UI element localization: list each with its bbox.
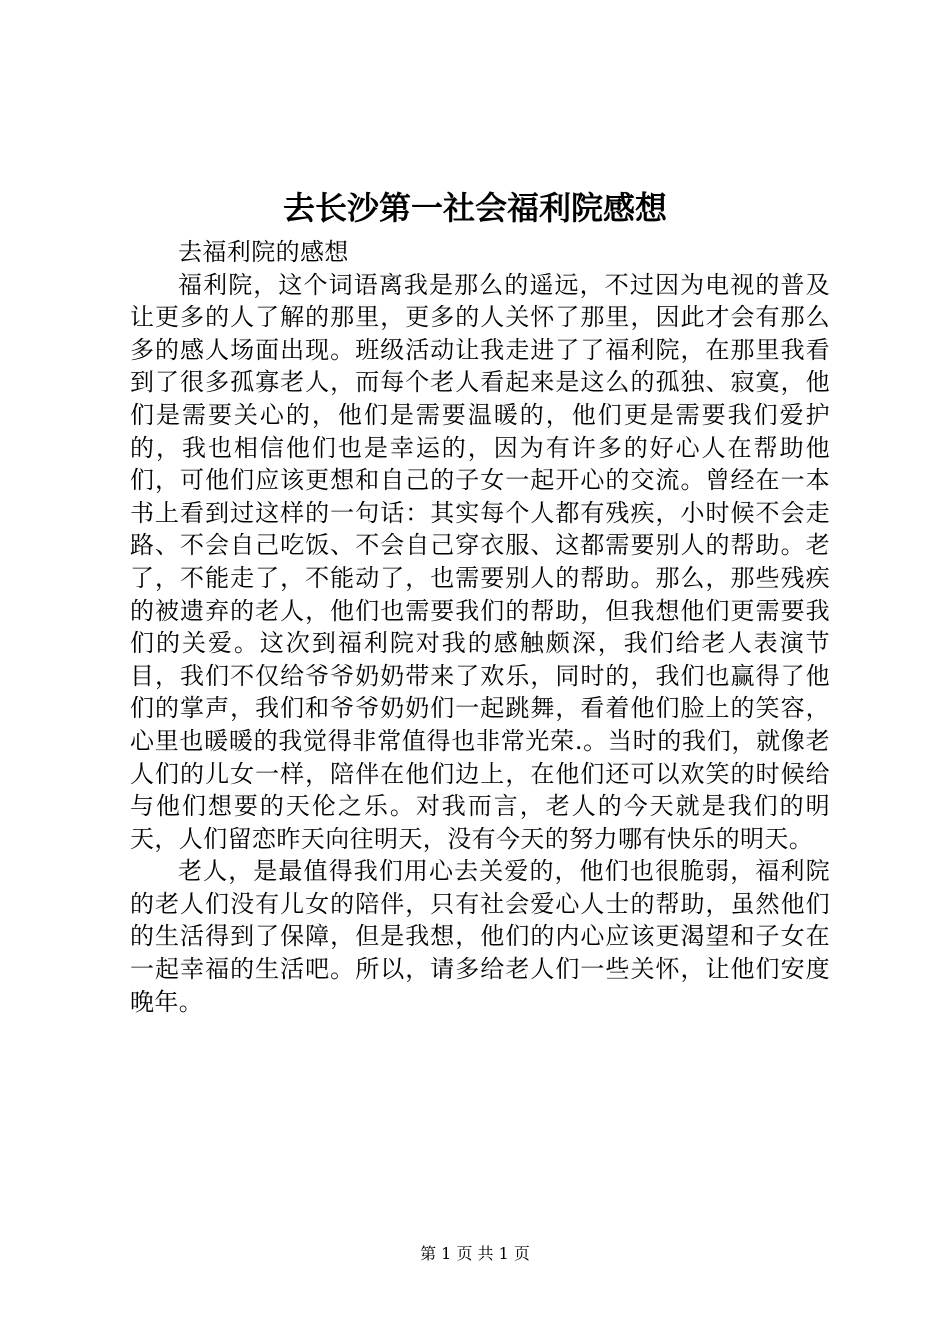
document-body (130, 236, 830, 1018)
paragraph-closing: 老人，是最值得我们用心去关爱的，他们也很脆弱，福利院的老人们没有儿女的陪伴，只有社会爱心人士的帮助，虽然他们的生活得到了保障，但是我想，他们的内心应该更渴望和子女在一起幸福的生活吧。所以，请多给老人们一些关怀，让他们安度晚年。 (130, 857, 830, 1016)
paragraph-subtitle: 去福利院的感想 (178, 238, 349, 266)
document-title: 去长沙第一社会福利院感想 (282, 189, 667, 227)
page-footer: 第 1 页 共 1 页 (420, 1244, 530, 1263)
paragraph-main: 福利院，这个词语离我是那么的遥远，不过因为电视的普及让更多的人了解的那里，更多的人关怀了那里，因此才会有那么多的感人场面出现。班级活动让我走进了了福利院，在那里我看到了很多孤寡老人，而每个老人看起来是这么的孤独、寂寞，他们是需要关心的，他们是需要温暖的，他们更是需要我们爱护的，我也相信他们也是幸运的，因为有许多的好心人在帮助他们，可他们应该更想和自己的子女一起开心的交流。曾经在一本书上看到过这样的一句话：其实每个人都有残疾，小时候不会走路、不会自己吃饭、不会自己穿衣服、这都需要别人的帮助。老了，不能走了，不能动了，也需要别人的帮助。那么，那些残疾的被遗弃的老人，他们也需要我们的帮助，但我想他们更需要我们的关爱。这次到福利院对我的感触颇深，我们给老人表演节目，我们不仅给爷爷奶奶带来了欢乐，同时的，我们也赢得了他们的掌声，我们和爷爷奶奶们一起跳舞，看着他们脸上的笑容，心里也暖暖的我觉得非常值得也非常光荣.。当时的我们，就像老人们的儿女一样，陪伴在他们边上，在他们还可以欢笑的时候给与他们想要的天伦之乐。对我而言，老人的今天就是我们的明天，人们留恋昨天向往明天，没有今天的努力哪有快乐的明天。 (130, 270, 830, 853)
